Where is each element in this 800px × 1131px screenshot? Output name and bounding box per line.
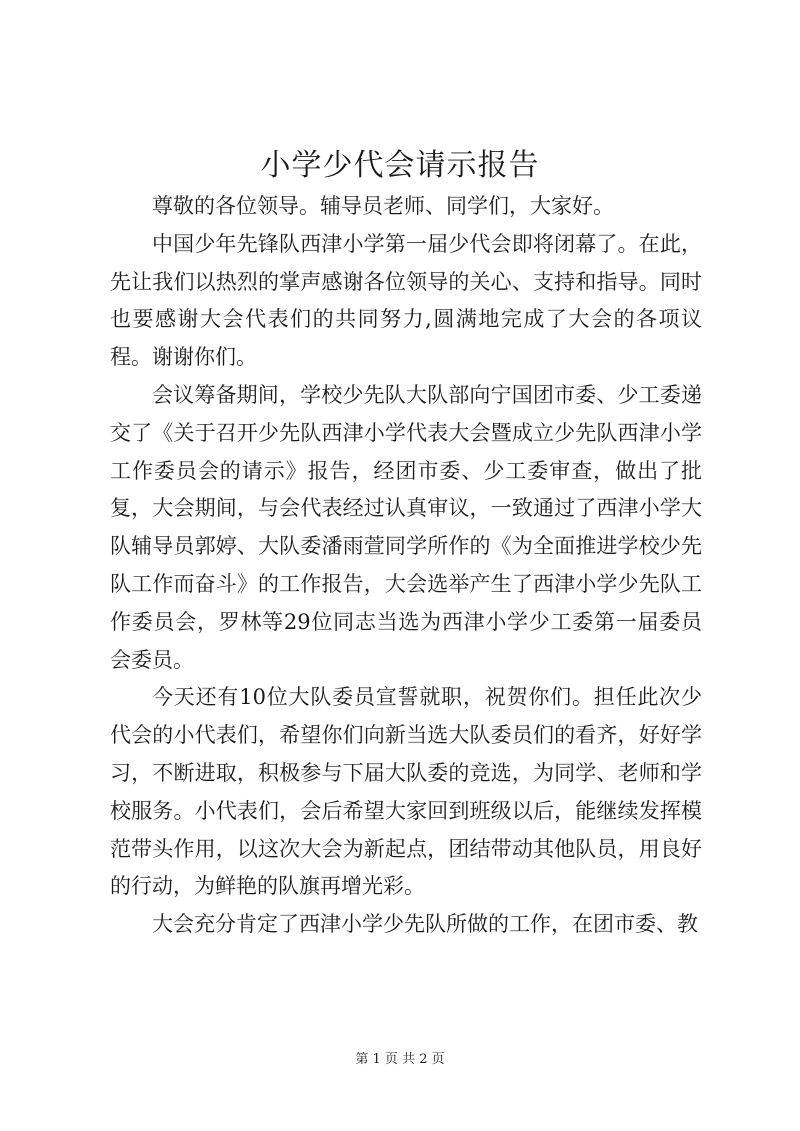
- paragraph-closing-thanks: 中国少年先锋队西津小学第一届少代会即将闭幕了。在此，先让我们以热烈的掌声感谢各位领导的关心、支持和指导。同时也要感谢大会代表们的共同努力,圆满地完成了大会的各项议程。谢谢你们。: [110, 231, 702, 370]
- paragraph-new-members: 今天还有10位大队委员宣誓就职，祝贺你们。担任此次少代会的小代表们，希望你们向新当选大队委员们的看齐，好好学习，不断进取，积极参与下届大队委的竞选，为同学、老师和学校服务。小代表们，会后希望大家回到班级以后，能继续发挥模范带头作用，以这次大会为新起点，团结带动其他队员，用良好的行动，为鲜艳的队旗再增光彩。: [110, 685, 702, 899]
- paragraph-affirmation: 大会充分肯定了西津小学少先队所做的工作，在团市委、教: [152, 912, 698, 937]
- document-title: 小学少代会请示报告: [260, 148, 540, 183]
- document-body: [110, 188, 702, 944]
- page-footer: 第 1 页 共 2 页: [355, 1052, 445, 1067]
- paragraph-greeting: 尊敬的各位领导。辅导员老师、同学们，大家好。: [152, 194, 614, 218]
- paragraph-preparation: 会议筹备期间，学校少先队大队部向宁国团市委、少工委递交了《关于召开少先队西津小学代表大会暨成立少先队西津小学工作委员会的请示》报告，经团市委、少工委审查，做出了批复，大会期间，与会代表经过认真审议，一致通过了西津小学大队辅导员郭婷、大队委潘雨萱同学所作的《为全面推进学校少先队工作而奋斗》的工作报告，大会选举产生了西津小学少先队工作委员会，罗林等29位同志当选为西津小学少工委第一届委员会委员。: [110, 382, 702, 672]
